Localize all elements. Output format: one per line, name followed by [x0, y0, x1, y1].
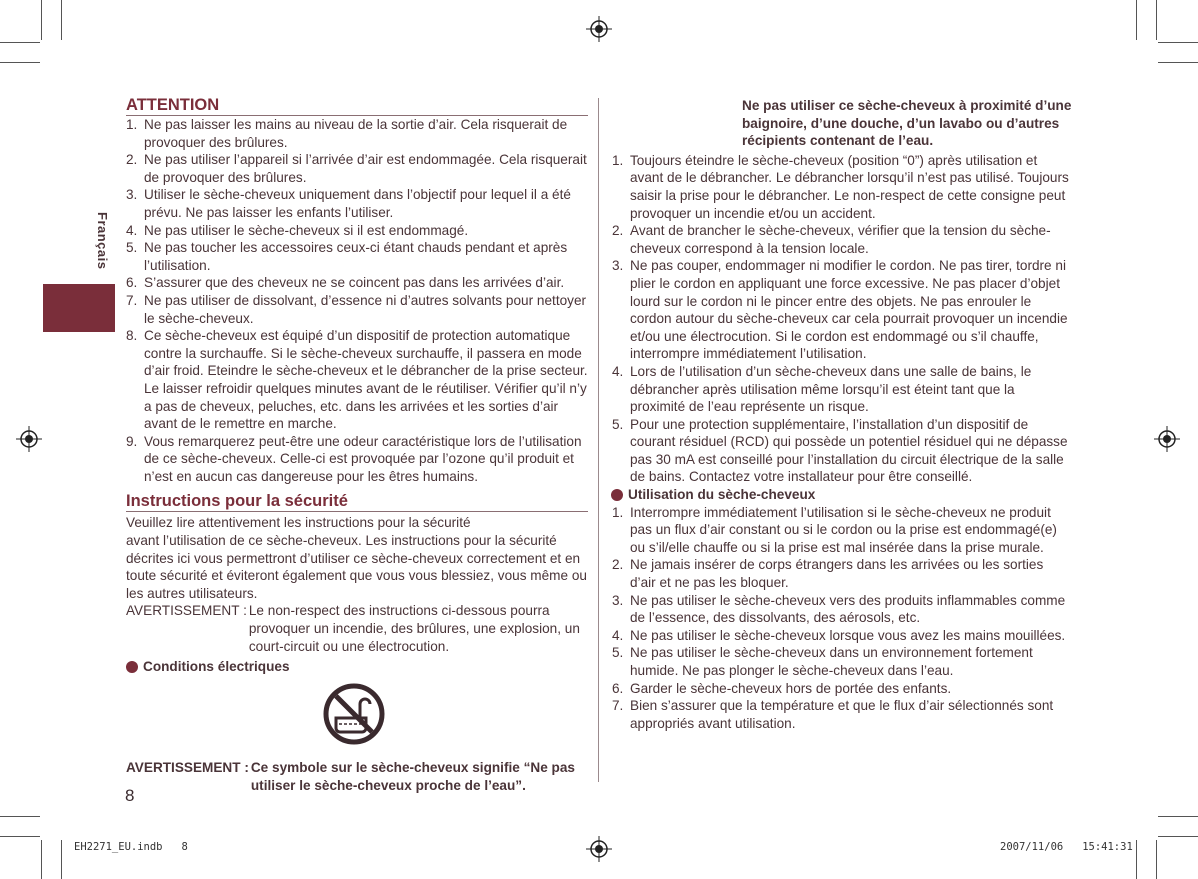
item-text: Ne pas utiliser le sèche-cheveux vers des produits inflammables comme de l’essence, des dissolvants, des aérosols, etc.	[630, 592, 1066, 626]
warning-label: AVERTISSEMENT :	[126, 603, 247, 619]
item-number: 3.	[126, 187, 138, 203]
crop-mark	[0, 42, 40, 43]
crop-mark	[1158, 816, 1198, 817]
list-item	[126, 116, 588, 151]
item-number: 6.	[612, 680, 624, 696]
list-item	[612, 680, 1072, 698]
item-text: Utiliser le sèche-cheveux uniquement dans l’objectif pour lequel il a été prévu. Ne pas laisser les enfants l’utiliser.	[144, 187, 571, 220]
list-item	[612, 363, 1072, 416]
item-number: 6.	[126, 275, 138, 291]
item-number: 3.	[612, 258, 624, 274]
safety-heading: Instructions pour la sécurité	[126, 492, 588, 512]
item-text: Toujours éteindre le sèche-cheveux (position “0”) après utilisation et avant de le débrancher. Le débrancher lorsqu’il n’est pas utilisé. Toujours saisir la prise pour le débrancher. Le non-respect de cette consigne peut provoquer un incendie et/ou un accident.	[630, 152, 1069, 221]
item-text: Interrompre immédiatement l’utilisation si le sèche-cheveux ne produit pas un flux d’air constant ou si le cordon ou la prise est endommagé(e) ou s’il/elle chauffe ou si la prise est mal insérée dans la prise murale.	[630, 504, 1057, 555]
item-text: Vous remarquerez peut-être une odeur caractéristique lors de l’utilisation de ce sèche-cheveux. Celle-ci est provoquée par l’ozone qu’il produit et n’est en aucun cas dangereuse pour les êtres humains.	[144, 433, 582, 484]
list-item	[612, 644, 1072, 679]
symbol-warning-block	[126, 759, 588, 794]
electrical-list	[612, 152, 1072, 486]
list-item	[612, 592, 1072, 627]
list-item	[612, 222, 1072, 257]
list-item	[612, 416, 1072, 486]
list-item	[126, 151, 588, 186]
item-text: Ne pas couper, endommager ni modifier le cordon. Ne pas tirer, tordre ni plier le cordon en appliquant une force excessive. Ne pas placer d’objet lourd sur le cordon ni le pincer entre des objets. Ne pas enrouler le cordon autour du sèche-cheveux car cela pourrait provoquer un incendie et/ou une électrocution. Si le cordon est endommagé ou s’il chauffe, interrompre immédiatement l’utilisation.	[630, 258, 1068, 362]
attention-heading: ATTENTION	[126, 96, 588, 116]
item-text: Ne pas laisser les mains au niveau de la sortie d’air. Cela risquerait de provoquer des brûlures.	[144, 117, 568, 150]
item-number: 5.	[612, 645, 624, 661]
item-number: 4.	[612, 627, 624, 643]
item-text: Ne pas utiliser de dissolvant, d’essence ni d’autres solvants pour nettoyer le sèche-cheveux.	[144, 292, 587, 326]
crop-mark	[0, 816, 40, 817]
item-text: Ne jamais insérer de corps étrangers dans les arrivées ou les sorties d’air et ne pas les bloquer.	[630, 557, 1044, 591]
item-text: Pour une protection supplémentaire, l’installation d’un dispositif de courant résiduel (RCD) qui possède un potentiel résiduel qui ne dépasse pas 30 mA est conseillé pour l’installation du circuit électrique de la salle de bains. Contactez votre installateur pour être conseillé.	[630, 416, 1068, 485]
list-item	[612, 257, 1072, 363]
registration-mark-icon	[586, 16, 612, 42]
safety-intro-line: Veuillez lire attentivement les instructions pour la sécurité	[126, 515, 471, 531]
list-item	[126, 186, 588, 221]
warning-block	[126, 602, 588, 655]
list-item	[126, 327, 588, 433]
crop-mark	[0, 836, 40, 837]
registration-mark-icon	[16, 426, 42, 452]
bath-warning: Ne pas utiliser ce sèche-cheveux à proximité d’une baignoire, d’une douche, d’un lavabo ou d’autres récipients contenant de l’eau.	[742, 98, 1072, 149]
column-divider	[598, 98, 599, 782]
left-column	[126, 96, 588, 795]
footer-date: 2007/11/06	[1000, 841, 1064, 853]
item-number: 2.	[612, 557, 624, 573]
crop-mark	[1156, 840, 1157, 879]
item-number: 8.	[126, 328, 138, 344]
footer-filename: EH2271_EU.indb	[74, 841, 163, 853]
crop-mark	[1158, 836, 1198, 837]
crop-mark	[41, 0, 42, 40]
bullet-icon	[611, 489, 623, 501]
list-item	[612, 627, 1072, 645]
item-number: 3.	[612, 592, 624, 608]
electrical-heading-text: Conditions électriques	[143, 659, 290, 675]
item-text: Bien s’assurer que la température et que le flux d’air sélectionnés sont appropriés avant utilisation.	[630, 698, 1054, 731]
symbol-warning-text: Ce symbole sur le sèche-cheveux signifie “Ne pas utiliser le sèche-cheveux proche de l’eau”.	[250, 760, 575, 793]
item-text: Lors de l’utilisation d’un sèche-cheveux dans une salle de bains, le débrancher après utilisation même lorsqu’il est éteint tant que la proximité de l’eau représente un risque.	[630, 363, 1032, 415]
item-number: 7.	[612, 698, 624, 714]
crop-mark	[41, 840, 42, 879]
item-number: 7.	[126, 292, 138, 308]
warning-text: Le non-respect des instructions ci-dessous pourra provoquer un incendie, des brûlures, une explosion, un court-circuit ou une électrocution.	[248, 603, 580, 654]
item-number: 4.	[612, 363, 624, 379]
list-item	[612, 556, 1072, 591]
item-number: 5.	[126, 240, 138, 256]
bullet-icon	[126, 661, 138, 673]
crop-mark	[1158, 42, 1198, 43]
item-number: 1.	[612, 152, 624, 168]
item-number: 1.	[126, 117, 138, 132]
page-number: 8	[125, 786, 135, 805]
list-item	[126, 274, 588, 292]
crop-mark	[61, 840, 62, 879]
attention-list	[126, 116, 588, 485]
electrical-heading	[126, 658, 588, 676]
item-text: Ce sèche-cheveux est équipé d’un dispositif de protection automatique contre la surchauffe. Si le sèche-cheveux surchauffe, il passera en mode d’air froid. Eteindre le sèche-cheveux et le débrancher de la prise secteur. Le laisser refroidir quelques minutes avant de le réutiliser. Vérifier qu’il n’y a pas de cheveux, peluches, etc. dans les arrivées et les sorties d’air avant de le remettre en marche.	[144, 328, 588, 432]
list-item	[126, 222, 588, 240]
registration-mark-icon	[1154, 426, 1180, 452]
symbol-warning-label: AVERTISSEMENT :	[126, 760, 249, 776]
crop-mark	[1136, 840, 1137, 879]
crop-mark	[1136, 0, 1137, 40]
footer-timestamp	[1000, 841, 1133, 853]
item-number: 1.	[612, 504, 624, 520]
list-item	[126, 239, 588, 274]
language-label: Français	[95, 212, 110, 270]
list-item	[612, 504, 1072, 557]
usage-list	[612, 504, 1072, 733]
safety-intro: avant l’utilisation de ce sèche-cheveux. Les instructions pour la sécurité décrites ici vous permettront d’utiliser ce sèche-cheveux correctement et en toute sécurité et éviteront également que vous vous blessiez, vous même ou les autres utilisateurs.	[126, 533, 587, 601]
usage-heading	[611, 486, 1072, 504]
list-item	[126, 292, 588, 327]
footer-file	[74, 841, 188, 853]
crop-mark	[1156, 0, 1157, 40]
item-number: 2.	[126, 152, 138, 168]
footer-page: 8	[181, 841, 188, 853]
item-text: Ne pas utiliser le sèche-cheveux si il est endommagé.	[144, 222, 469, 238]
footer-time: 15:41:31	[1082, 841, 1133, 853]
item-text: Garder le sèche-cheveux hors de portée des enfants.	[630, 680, 952, 696]
item-number: 2.	[612, 223, 624, 239]
item-text: Ne pas utiliser le sèche-cheveux dans un environnement fortement humide. Ne pas plonger le sèche-cheveux dans l’eau.	[630, 645, 1033, 678]
usage-heading-text: Utilisation du sèche-cheveux	[628, 487, 816, 503]
language-tab	[43, 284, 115, 332]
item-number: 9.	[126, 433, 138, 449]
registration-mark-icon	[586, 836, 612, 862]
crop-mark	[1158, 62, 1198, 63]
list-item	[612, 152, 1072, 222]
item-number: 5.	[612, 416, 624, 432]
right-column	[612, 97, 1072, 732]
item-number: 4.	[126, 222, 138, 238]
item-text: S’assurer que des cheveux ne se coincent pas dans les arrivées d’air.	[144, 275, 565, 291]
item-text: Ne pas utiliser le sèche-cheveux lorsque vous avez les mains mouillées.	[630, 627, 1066, 643]
list-item	[126, 433, 588, 486]
crop-mark	[0, 62, 40, 63]
item-text: Ne pas utiliser l’appareil si l’arrivée d’air est endommagée. Cela risquerait de provoquer des brûlures.	[144, 152, 587, 185]
crop-mark	[61, 0, 62, 40]
no-water-bath-icon	[322, 682, 386, 746]
item-text: Ne pas toucher les accessoires ceux-ci étant chauds pendant et après l’utilisation.	[144, 240, 568, 273]
item-text: Avant de brancher le sèche-cheveux, vérifier que la tension du sèche-cheveux correspond à la tension locale.	[630, 223, 1051, 256]
list-item	[612, 697, 1072, 732]
